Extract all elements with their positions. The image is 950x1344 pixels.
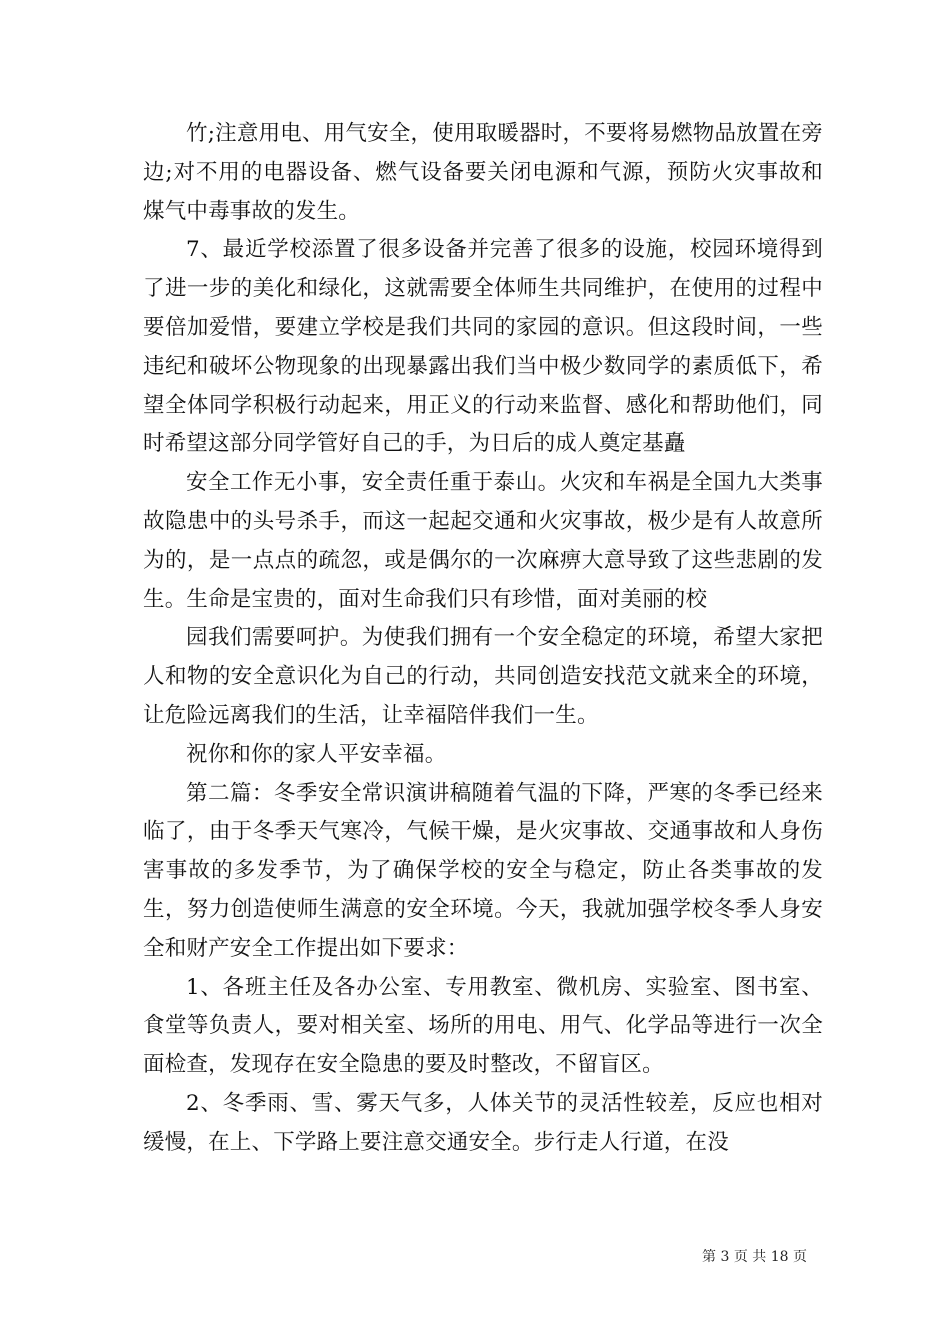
paragraph-wishes: 祝你和你的家人平安幸福。 bbox=[186, 741, 447, 767]
paragraph-item-1: 1、各班主任及各办公室、专用教室、微机房、实验室、图书室、食堂等负责人，要对相关室、场所的用电、用气、化学品等进行一次全面检查，发现存在安全隐患的要及时整改，不留盲区。 bbox=[143, 974, 823, 1078]
paragraph-campus: 园我们需要呵护。为使我们拥有一个安全稳定的环境，希望大家把人和物的安全意识化为自己的行动，共同创造安找范文就来全的环境，让危险远离我们的生活，让幸福陪伴我们一生。 bbox=[143, 625, 823, 728]
paragraph-second-speech: 第二篇：冬季安全常识演讲稿随着气温的下降，严寒的冬季已经来临了，由于冬季天气寒冷，气候干燥，是火灾事故、交通事故和人身伤害事故的多发季节，为了确保学校的安全与稳定，防止各类事故的发生，努力创造使师生满意的安全环境。今天，我就加强学校冬季人身安全和财产安全工作提出如下要求： bbox=[143, 780, 823, 961]
paragraph-item-2: 2、冬季雨、雪、雾天气多，人体关节的灵活性较差，反应也相对缓慢，在上、下学路上要注意交通安全。步行走人行道，在没 bbox=[143, 1090, 823, 1155]
paragraph-safety: 安全工作无小事，安全责任重于泰山。火灾和车祸是全国九大类事故隐患中的头号杀手，而这一起起交通和火灾事故，极少是有人故意所为的，是一点点的疏忽，或是偶尔的一次麻痹大意导致了这些悲剧的发生。生命是宝贵的，面对生命我们只有珍惜，面对美丽的校 bbox=[143, 470, 823, 612]
page-number-footer bbox=[702, 1246, 807, 1266]
page-number-label: 第 3 页 共 18 页 bbox=[702, 1249, 807, 1265]
paragraph-continuation: 竹;注意用电、用气安全，使用取暖器时，不要将易燃物品放置在旁边;对不用的电器设备、燃气设备要关闭电源和气源，预防火灾事故和煤气中毒事故的发生。 bbox=[143, 121, 823, 224]
document-body bbox=[143, 115, 823, 1163]
paragraph-item-7: 7、最近学校添置了很多设备并完善了很多的设施，校园环境得到了进一步的美化和绿化，这就需要全体师生共同维护，在使用的过程中要倍加爱惜，要建立学校是我们共同的家园的意识。但这段时间，一些违纪和破坏公物现象的出现暴露出我们当中极少数同学的素质低下，希望全体同学积极行动起来，用正义的行动来监督、感化和帮助他们，同时希望这部分同学管好自己的手，为日后的成人奠定基矗 bbox=[143, 237, 823, 457]
